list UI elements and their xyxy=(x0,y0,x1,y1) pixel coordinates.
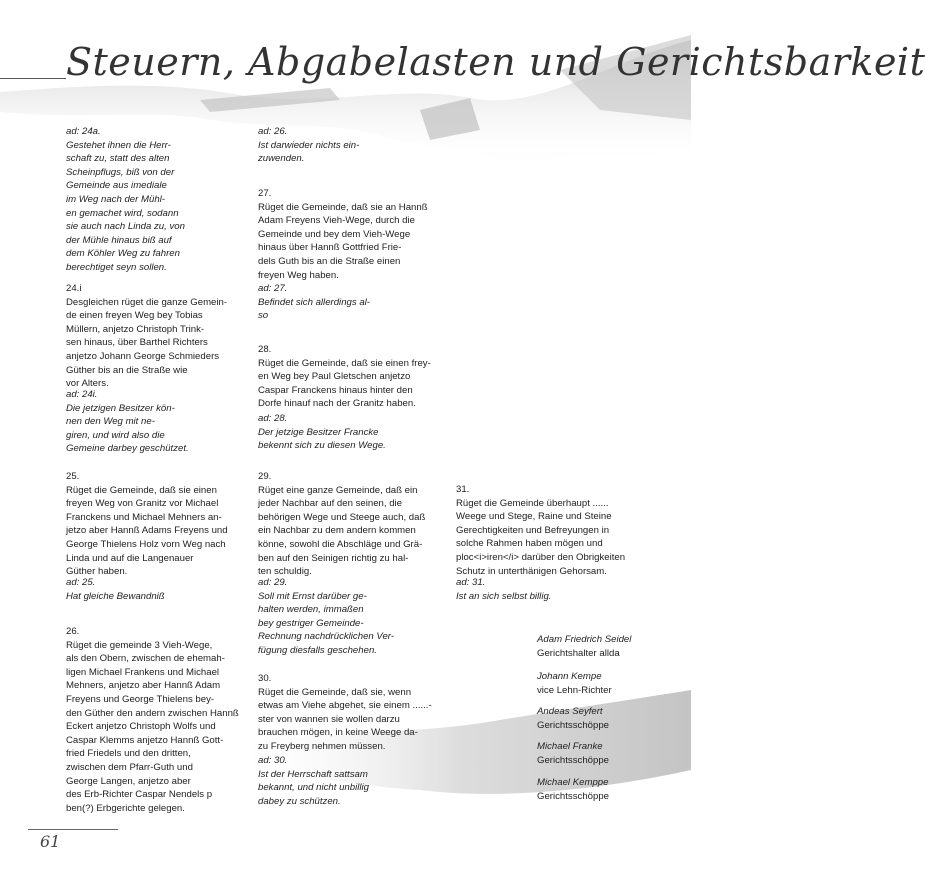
col2-ad28 xyxy=(258,412,386,453)
text-line: 25. xyxy=(66,471,80,482)
text-line: freyen Weg haben. xyxy=(258,269,339,281)
text-line: 29. xyxy=(258,471,272,482)
text-line: Die jetzigen Besitzer kön- xyxy=(66,402,175,414)
text-line: ster von wannen sie wollen darzu xyxy=(258,713,400,725)
text-line: ad: 25. xyxy=(66,577,96,588)
text-line: ben auf den Seinigen richtig zu hal- xyxy=(258,552,409,564)
col2-ad26 xyxy=(258,125,359,166)
text-line: Eckert anjetzo Christoph Wolfs und xyxy=(66,721,216,733)
text-line: Schutz in unterthänigen Gehorsam. xyxy=(456,565,607,577)
page-title: Steuern, Abgabelasten und Gerichtsbarkeit xyxy=(66,40,925,84)
text-line: Freyens und George Thielens bey- xyxy=(66,693,215,705)
signature-seidel xyxy=(537,633,631,660)
text-line: fügung diesfalls geschehen. xyxy=(258,644,377,656)
text-line: giren, und wird also die xyxy=(66,429,165,441)
text-line: ad: 31. xyxy=(456,577,486,588)
text-line: Rechnung nachdrücklichen Ver- xyxy=(258,631,394,643)
signature-role: Gerichtshalter allda xyxy=(537,647,620,659)
text-line: Müllern, anjetzo Christoph Trink- xyxy=(66,323,205,335)
text-line: anjetzo Johann George Schmieders xyxy=(66,350,220,362)
signature-seyfert xyxy=(537,705,609,732)
signature-role: Gerichtsschöppe xyxy=(537,790,609,802)
text-line: zu Freyberg nehmen müssen. xyxy=(258,740,386,752)
text-line: 30. xyxy=(258,673,272,684)
text-line: Rüget die Gemeinde, daß sie einen xyxy=(66,484,217,496)
col1-article26 xyxy=(66,625,239,815)
text-line: Rüget die gemeinde 3 Vieh-Wege, xyxy=(66,639,213,651)
signature-name: Andeas Seyfert xyxy=(537,706,603,717)
text-line: halten werden, immaßen xyxy=(258,604,364,616)
text-line: ad: 26. xyxy=(258,126,288,137)
text-line: Soll mit Ernst darüber ge- xyxy=(258,590,367,602)
text-line: Desgleichen rüget die ganze Gemein- xyxy=(66,296,228,308)
text-line: zuwenden. xyxy=(258,153,305,165)
text-line: Franckens und Michael Mehners an- xyxy=(66,511,222,523)
col2-ad27 xyxy=(258,282,370,323)
text-line: sie auch nach Linda zu, von xyxy=(66,221,185,233)
col2-article27 xyxy=(258,187,428,282)
col2-article28 xyxy=(258,343,431,411)
col3-article31 xyxy=(456,483,625,578)
text-line: 26. xyxy=(66,626,80,637)
text-line: könne, sowohl die Abschläge und Grä- xyxy=(258,538,423,550)
text-line: Linda und auf die Langenauer xyxy=(66,552,194,564)
text-line: berechtiget seyn sollen. xyxy=(66,261,167,273)
text-line: 24.i xyxy=(66,283,82,294)
text-line: ploc<i>iren</i> darüber den Obrigkeiten xyxy=(456,551,626,563)
text-line: Adam Freyens Vieh-Wege, durch die xyxy=(258,215,415,227)
text-line: jeder Nachbar auf den seinen, die xyxy=(258,498,403,510)
text-line: etwas am Viehe abgehet, sie einem ......- xyxy=(258,700,432,712)
text-line: Güther haben. xyxy=(66,566,128,578)
text-line: Rüget die Gemeinde, daß sie einen frey- xyxy=(258,357,431,369)
text-line: ad: 28. xyxy=(258,413,288,424)
text-line: Gemeine darbey geschützet. xyxy=(66,443,189,455)
text-line: vor Alters. xyxy=(66,378,109,390)
text-line: dabey zu schützen. xyxy=(258,795,341,807)
col1-article24i xyxy=(66,282,227,391)
text-line: dels Guth bis an die Straße einen xyxy=(258,255,401,267)
text-line: so xyxy=(258,310,269,322)
footer-rule xyxy=(28,829,118,830)
text-line: bekennt sich zu diesen Wege. xyxy=(258,440,386,452)
signature-role: Gerichtsschöppe xyxy=(537,719,609,731)
col1-article25 xyxy=(66,470,228,579)
text-line: Gerechtigkeiten und Befreyungen in xyxy=(456,524,610,536)
text-line: Weege und Stege, Raine und Steine xyxy=(456,511,612,523)
text-line: als den Obern, zwischen de ehemah- xyxy=(66,653,225,665)
col1-ad25 xyxy=(66,576,165,603)
page-number: 61 xyxy=(40,832,61,851)
text-line: zwischen dem Pfarr-Guth und xyxy=(66,761,193,773)
text-line: ad: 24i. xyxy=(66,389,98,400)
text-line: solche Rahmen haben mögen und xyxy=(456,538,603,550)
text-line: Rüget die Gemeinde, daß sie, wenn xyxy=(258,686,412,698)
signature-kempe xyxy=(537,670,612,697)
text-line: 31. xyxy=(456,484,470,495)
text-line: Rüget die Gemeinde, daß sie an Hannß xyxy=(258,201,428,213)
text-line: fried Friedels und den dritten, xyxy=(66,748,191,760)
text-line: Ist an sich selbst billig. xyxy=(456,590,552,602)
text-line: en gemachet wird, sodann xyxy=(66,207,179,219)
text-line: ad: 29. xyxy=(258,577,288,588)
text-line: George Thielens Holz vorn Weg nach xyxy=(66,538,226,550)
text-line: bey gestriger Gemeinde- xyxy=(258,617,364,629)
signature-franke xyxy=(537,740,609,767)
text-line: ad: 27. xyxy=(258,283,288,294)
text-line: ein Nachbar zu dem andern kommen xyxy=(258,525,416,537)
text-line: George Langen, anjetzo aber xyxy=(66,775,191,787)
text-line: der Mühle hinaus biß auf xyxy=(66,234,172,246)
text-line: freyen Weg von Granitz vor Michael xyxy=(66,498,219,510)
text-line: Scheinpflugs, biß von der xyxy=(66,166,175,178)
text-line: 28. xyxy=(258,344,272,355)
signature-name: Adam Friedrich Seidel xyxy=(537,634,632,645)
signature-name: Johann Kempe xyxy=(537,671,602,682)
text-line: nen den Weg mit ne- xyxy=(66,416,155,428)
text-line: Der jetzige Besitzer Francke xyxy=(258,426,379,438)
col3-ad31 xyxy=(456,576,551,603)
text-line: dem Köhler Weg zu fahren xyxy=(66,248,180,260)
col2-ad29 xyxy=(258,576,394,658)
text-line: behörigen Wege und Steege auch, daß xyxy=(258,511,426,523)
text-line: Ist darwieder nichts ein- xyxy=(258,139,360,151)
text-line: bekannt, und nicht unbillig xyxy=(258,782,369,794)
text-line: Caspar Klemms anjetzo Hannß Gott- xyxy=(66,734,224,746)
signature-name: Michael Franke xyxy=(537,741,603,752)
text-line: sen hinaus, über Barthel Richters xyxy=(66,337,208,349)
text-line: Güther bis an die Straße wie xyxy=(66,364,188,376)
text-line: ad: 30. xyxy=(258,755,288,766)
col1-ad24a xyxy=(66,125,185,275)
text-line: en Weg bey Paul Gletschen anjetzo xyxy=(258,371,411,383)
text-line: Gemeinde aus imediale xyxy=(66,180,167,192)
text-line: den Güther den andern zwischen Hannß xyxy=(66,707,239,719)
text-line: 27. xyxy=(258,188,272,199)
text-line: ad: 24a. xyxy=(66,126,101,137)
signature-role: Gerichtsschöppe xyxy=(537,754,609,766)
text-line: hinaus über Hannß Gottfried Frie- xyxy=(258,242,402,254)
signature-role: vice Lehn-Richter xyxy=(537,684,612,696)
text-line: im Weg nach der Mühl- xyxy=(66,193,165,205)
col2-article30 xyxy=(258,672,432,754)
signature-kemppe xyxy=(537,776,609,803)
text-line: brauchen mögen, in keine Weege da- xyxy=(258,727,418,739)
text-line: Dorfe hinauf nach der Granitz haben. xyxy=(258,398,416,410)
text-line: Rüget die Gemeinde überhaupt ...... xyxy=(456,497,609,509)
col2-ad30 xyxy=(258,754,369,808)
text-line: ligen Michael Frankens und Michael xyxy=(66,666,220,678)
text-line: jetzo aber Hannß Adams Freyens und xyxy=(66,525,228,537)
text-line: Rüget eine ganze Gemeinde, daß ein xyxy=(258,484,418,496)
text-line: Ist der Herrschaft sattsam xyxy=(258,768,368,780)
text-line: Gemeinde und bey dem Vieh-Wege xyxy=(258,228,411,240)
text-line: Caspar Franckens hinaus hinter den xyxy=(258,384,413,396)
text-line: des Erb-Richter Caspar Nendels p xyxy=(66,789,213,801)
text-line: Befindet sich allerdings al- xyxy=(258,296,370,308)
text-line: ben(?) Erbgerichte gelegen. xyxy=(66,802,185,814)
title-rule xyxy=(0,78,66,79)
col2-article29 xyxy=(258,470,425,579)
text-line: de einen freyen Weg bey Tobias xyxy=(66,310,203,322)
col1-ad24i xyxy=(66,388,189,456)
text-line: ten schuldig. xyxy=(258,566,312,578)
text-line: Gestehet ihnen die Herr- xyxy=(66,139,171,151)
text-line: schaft zu, statt des alten xyxy=(66,153,170,165)
signature-name: Michael Kemppe xyxy=(537,777,609,788)
text-line: Hat gleiche Bewandniß xyxy=(66,590,165,602)
text-line: Mehners, anjetzo aber Hannß Adam xyxy=(66,680,221,692)
